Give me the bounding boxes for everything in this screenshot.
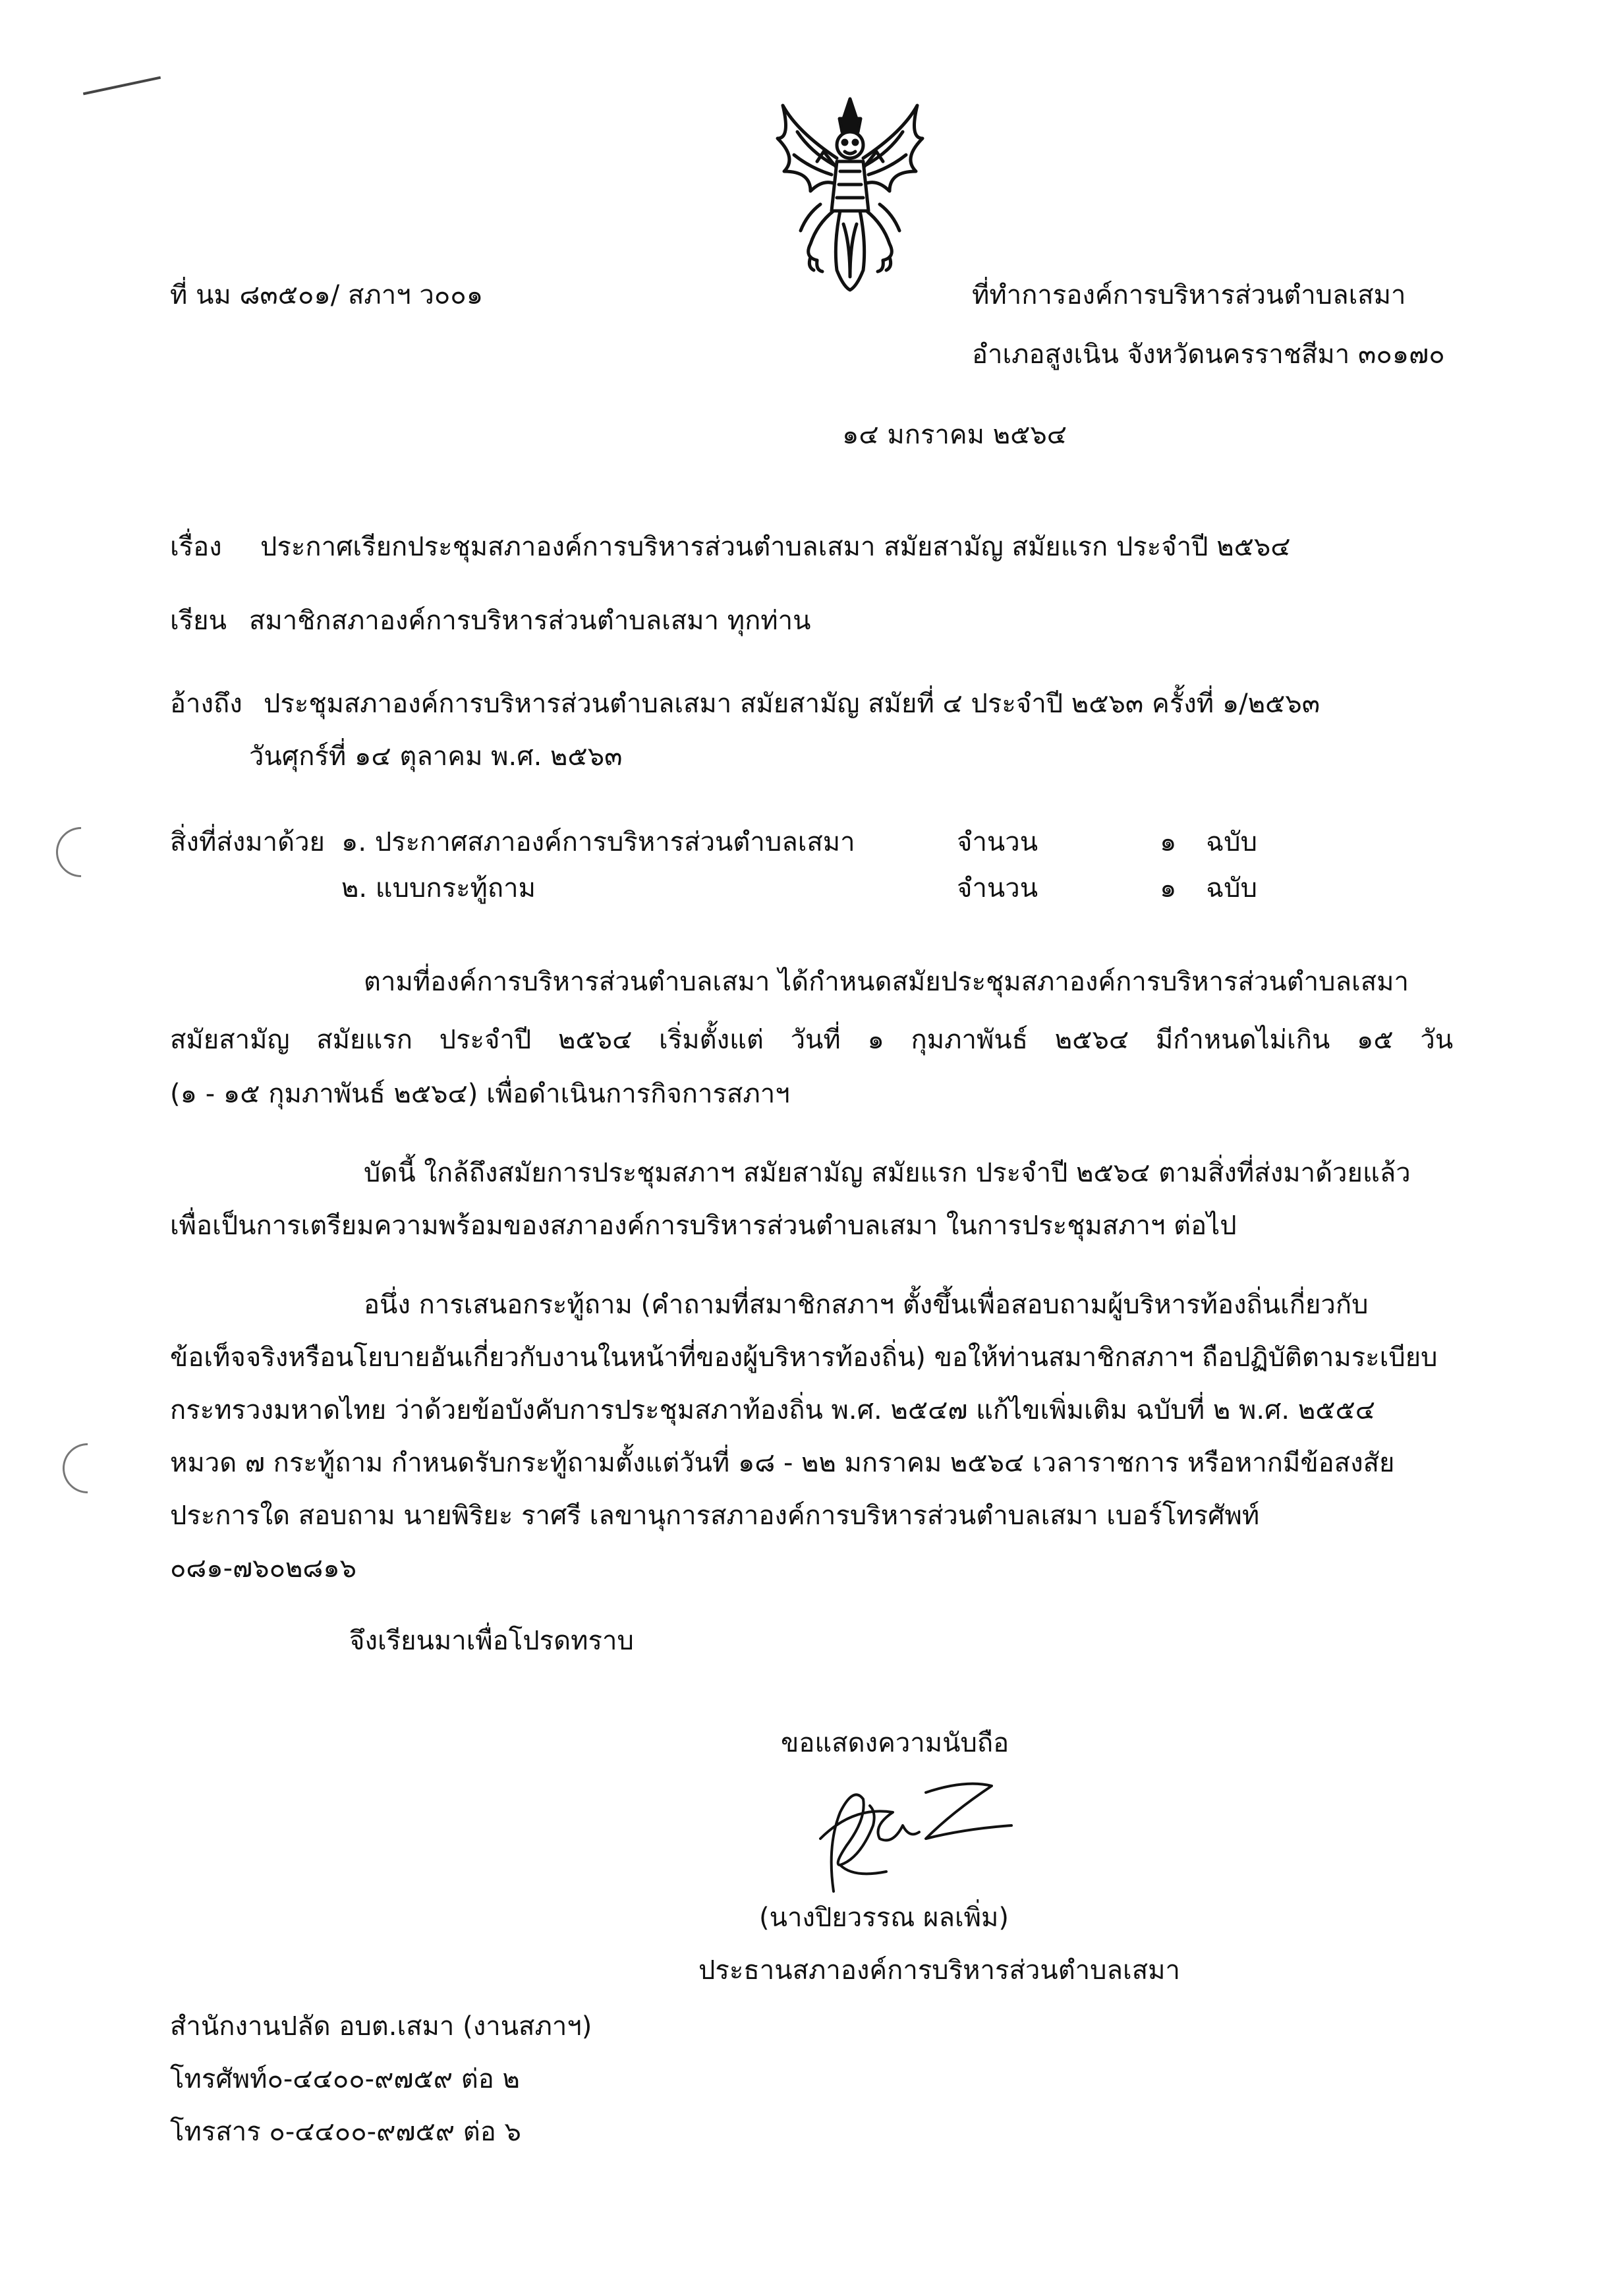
paragraph3-line: กระทรวงมหาดไทย ว่าด้วยข้อบังคับการประชุมสภาท้องถิ่น พ.ศ. ๒๕๔๗ แก้ไขเพิ่มเติม ฉบับที่ ๒ พ.ศ. ๒๕๕๔ [170,1395,1376,1425]
attachment-qty: ๑ [1160,873,1177,904]
paragraph2-line: บัดนี้ ใกล้ถึงสมัยการประชุมสภาฯ สมัยสามัญ สมัยแรก ประจำปี ๒๕๖๔ ตามสิ่งที่ส่งมาด้วยแล้ว [364,1158,1411,1188]
paragraph3-line: ประการใด สอบถาม นายพิริยะ ราศรี เลขานุการสภาองค์การบริหารส่วนตำบลเสมา เบอร์โทรศัพท์ [170,1501,1260,1531]
paragraph3-line: อนึ่ง การเสนอกระทู้ถาม (คำถามที่สมาชิกสภาฯ ตั้งขึ้นเพื่อสอบถามผู้บริหารท้องถิ่นเกี่ยวกับ [364,1290,1369,1320]
attachment-unit: ฉบับ [1206,827,1258,857]
paragraph2-line: เพื่อเป็นการเตรียมความพร้อมของสภาองค์การบริหารส่วนตำบลเสมา ในการประชุมสภาฯ ต่อไป [170,1211,1237,1241]
punch-hole [45,817,116,887]
attachment-qty: ๑ [1160,827,1177,857]
letter-date: ๑๔ มกราคม ๒๕๖๔ [842,420,1067,450]
attachments-label: สิ่งที่ส่งมาด้วย [170,827,325,857]
paragraph3-line: ๐๘๑-๗๖๐๒๘๑๖ [170,1553,356,1584]
attachment-item: ๑. ประกาศสภาองค์การบริหารส่วนตำบลเสมา [341,827,855,857]
punch-hole [52,1433,123,1503]
signatory-position: ประธานสภาองค์การบริหารส่วนตำบลเสมา [698,1955,1180,1986]
paragraph3-line: ข้อเท็จจริงหรือนโยบายอันเกี่ยวกับงานในหน้าที่ของผู้บริหารท้องถิ่น) ขอให้ท่านสมาชิกสภาฯ ถือปฏิบัติตามระเบียบ [170,1342,1438,1373]
subject-text: ประกาศเรียกประชุมสภาองค์การบริหารส่วนตำบลเสมา สมัยสามัญ สมัยแรก ประจำปี ๒๕๖๔ [260,532,1291,562]
attachment-unit: ฉบับ [1206,873,1258,904]
garuda-emblem-icon [771,92,929,297]
regards-text: ขอแสดงความนับถือ [781,1728,1009,1758]
reference-label: อ้างถึง [170,689,242,719]
recipient-text: สมาชิกสภาองค์การบริหารส่วนตำบลเสมา ทุกท่าน [249,606,811,636]
reference-line2: วันศุกร์ที่ ๑๔ ตุลาคม พ.ศ. ๒๕๖๓ [249,741,623,772]
recipient-label: เรียน [170,606,227,636]
reference-line1: ประชุมสภาองค์การบริหารส่วนตำบลเสมา สมัยสามัญ สมัยที่ ๔ ประจำปี ๒๕๖๓ ครั้งที่ ๑/๒๕๖๓ [264,689,1321,719]
footer-fax: โทรสาร ๐-๔๔๐๐-๙๗๕๙ ต่อ ๖ [170,2117,521,2147]
office-address-line2: อำเภอสูงเนิน จังหวัดนครราชสีมา ๓๐๑๗๐ [972,339,1445,370]
reference-number: ที่ นม ๘๓๕๐๑/ สภาฯ ว๐๐๑ [170,280,484,310]
paragraph1-line: (๑ - ๑๕ กุมภาพันธ์ ๒๕๖๔) เพื่อดำเนินการกิจการสภาฯ [170,1079,790,1109]
footer-phone: โทรศัพท์๐-๔๔๐๐-๙๗๕๙ ต่อ ๒ [170,2064,520,2094]
office-address-line1: ที่ทำการองค์การบริหารส่วนตำบลเสมา [972,280,1406,310]
paragraph1-line: ตามที่องค์การบริหารส่วนตำบลเสมา ได้กำหนดสมัยประชุมสภาองค์การบริหารส่วนตำบลเสมา [364,967,1409,997]
paragraph1-line: สมัยสามัญ สมัยแรก ประจำปี ๒๕๖๔ เริ่มตั้งแต่ วันที่ ๑ กุมภาพันธ์ ๒๕๖๔ มีกำหนดไม่เกิน ๑๕ วัน [170,1025,1454,1055]
subject-label: เรื่อง [170,532,222,562]
closing-line: จึงเรียนมาเพื่อโปรดทราบ [349,1626,634,1656]
attachment-qty-label: จำนวน [957,873,1038,904]
attachment-item: ๒. แบบกระทู้ถาม [341,873,536,904]
attachment-qty-label: จำนวน [957,827,1038,857]
footer-office: สำนักงานปลัด อบต.เสมา (งานสภาฯ) [170,2011,592,2042]
paragraph3-line: หมวด ๗ กระทู้ถาม กำหนดรับกระทู้ถามตั้งแต่วันที่ ๑๘ - ๒๒ มกราคม ๒๕๖๔ เวลาราชการ หรือหากมีข้อสงสัย [170,1448,1395,1478]
handwritten-signature-icon [794,1766,1025,1898]
signatory-name: (นางปิยวรรณ ผลเพิ่ม) [759,1903,1009,1933]
pen-mark [83,76,161,96]
